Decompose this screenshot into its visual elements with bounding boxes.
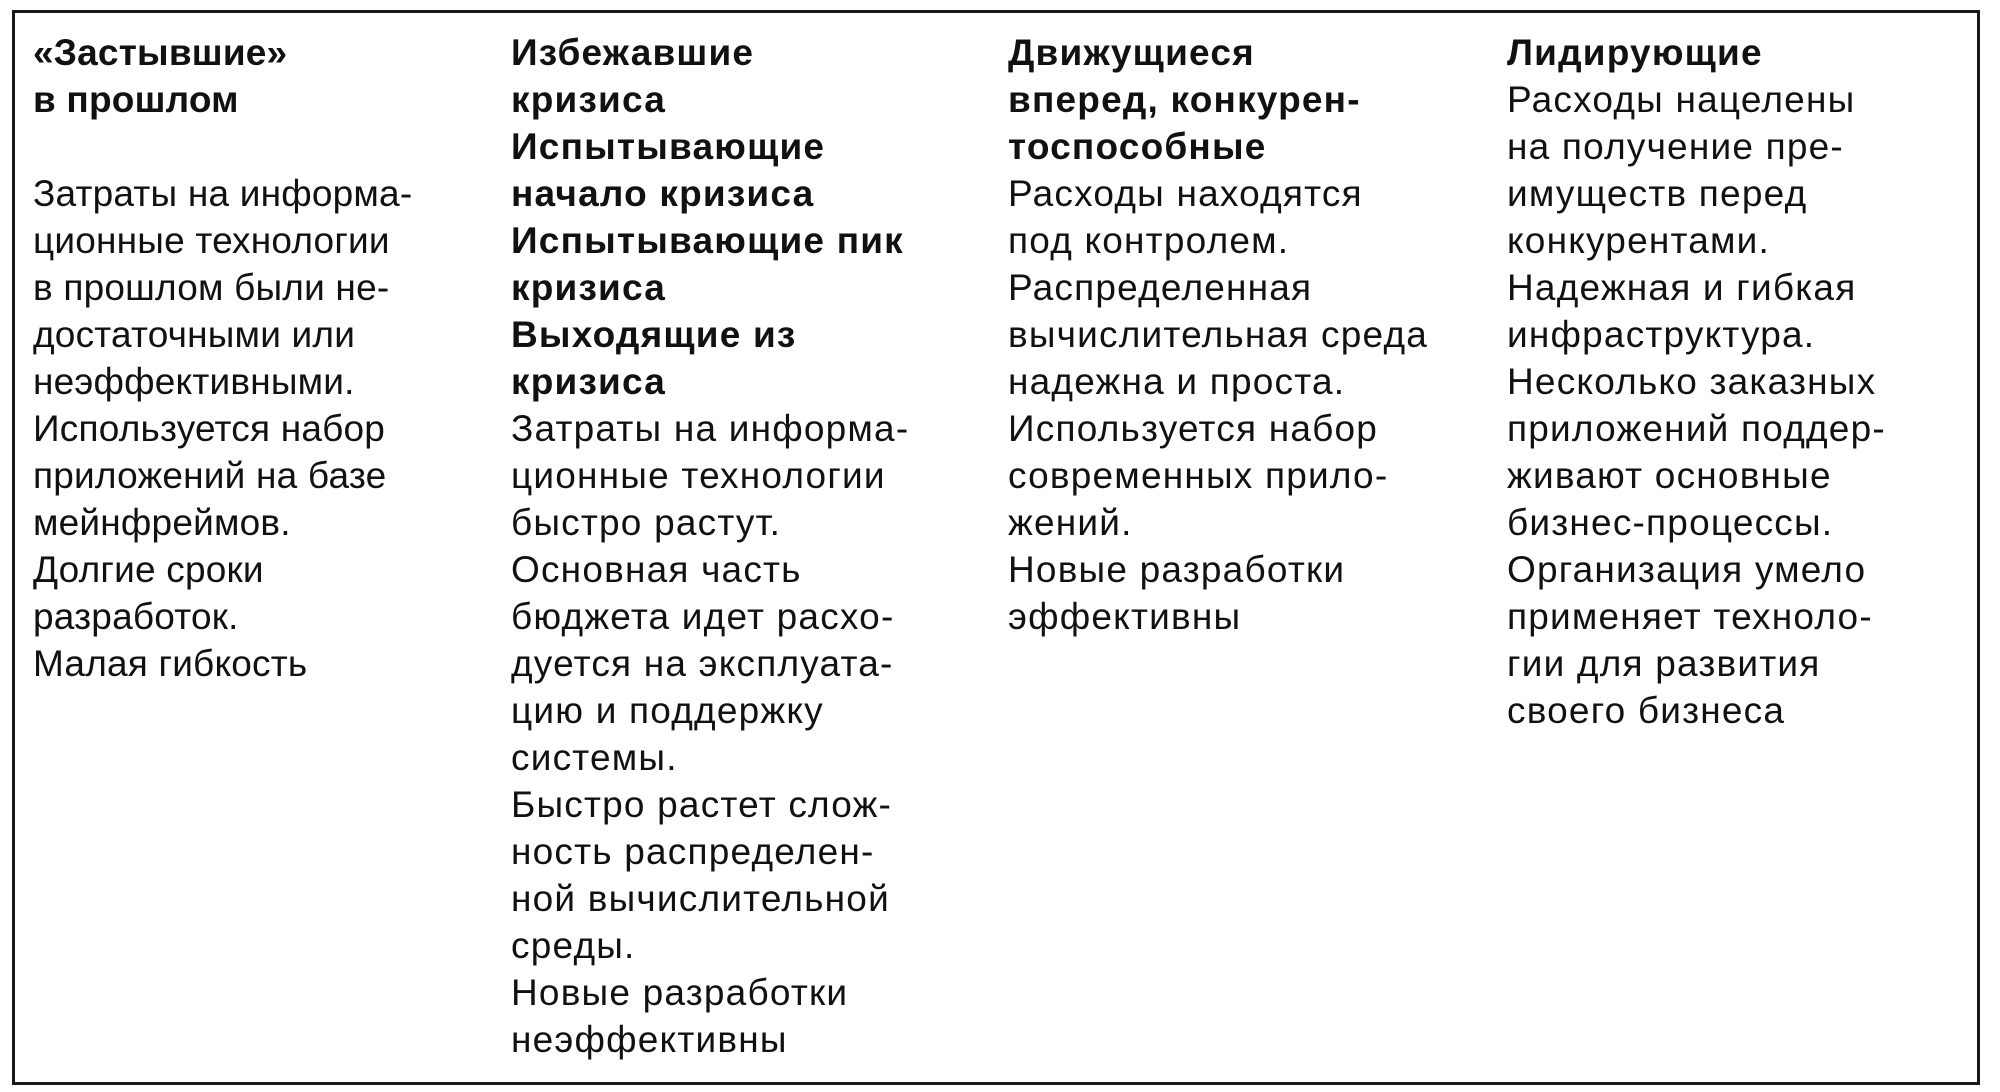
column-description: Затраты на информа- ционные технологии быстро растут. Основная часть бюджета идет расхо- дуется на эксплуата- цию и поддержку системы. Быстро растет слож- ность распределен- ной вычислительной среды. Новые разработки неэффективны: [511, 408, 910, 1060]
column-title: Движущиеся вперед, конкурен- тоспособные: [1008, 32, 1361, 167]
table-frame: [12, 10, 1980, 1085]
column-stuck-in-past: [33, 29, 503, 687]
column-leaders: [1507, 29, 1977, 734]
column-description: Расходы нацелены на получение пре- имуществ перед конкурентами. Надежная и гибкая инфраструктура. Несколько заказных приложений поддер- живают основные бизнес-процессы. Организация умело применяет техноло- гии для развития своего бизнеса: [1507, 79, 1886, 731]
column-description: Затраты на информа- ционные технологии в прошлом были не- достаточными или неэффективными. Используется набор приложений на базе мейнфреймов. Долгие сроки разработок. Малая гибкость: [33, 173, 413, 684]
spacer: [33, 123, 503, 170]
column-description: Расходы находятся под контролем. Распределенная вычислительная среда надежна и проста. Используется набор современных прило- жений. Новые разработки эффективны: [1008, 173, 1429, 637]
column-title: «Застывшие» в прошлом: [33, 32, 288, 120]
column-title: Избежавшие кризиса Испытывающие начало кризиса Испытывающие пик кризиса Выходящие из кризиса: [511, 32, 904, 402]
column-crisis-stages: [511, 29, 991, 1063]
column-title: Лидирующие: [1507, 32, 1763, 73]
column-moving-forward: [1008, 29, 1488, 640]
